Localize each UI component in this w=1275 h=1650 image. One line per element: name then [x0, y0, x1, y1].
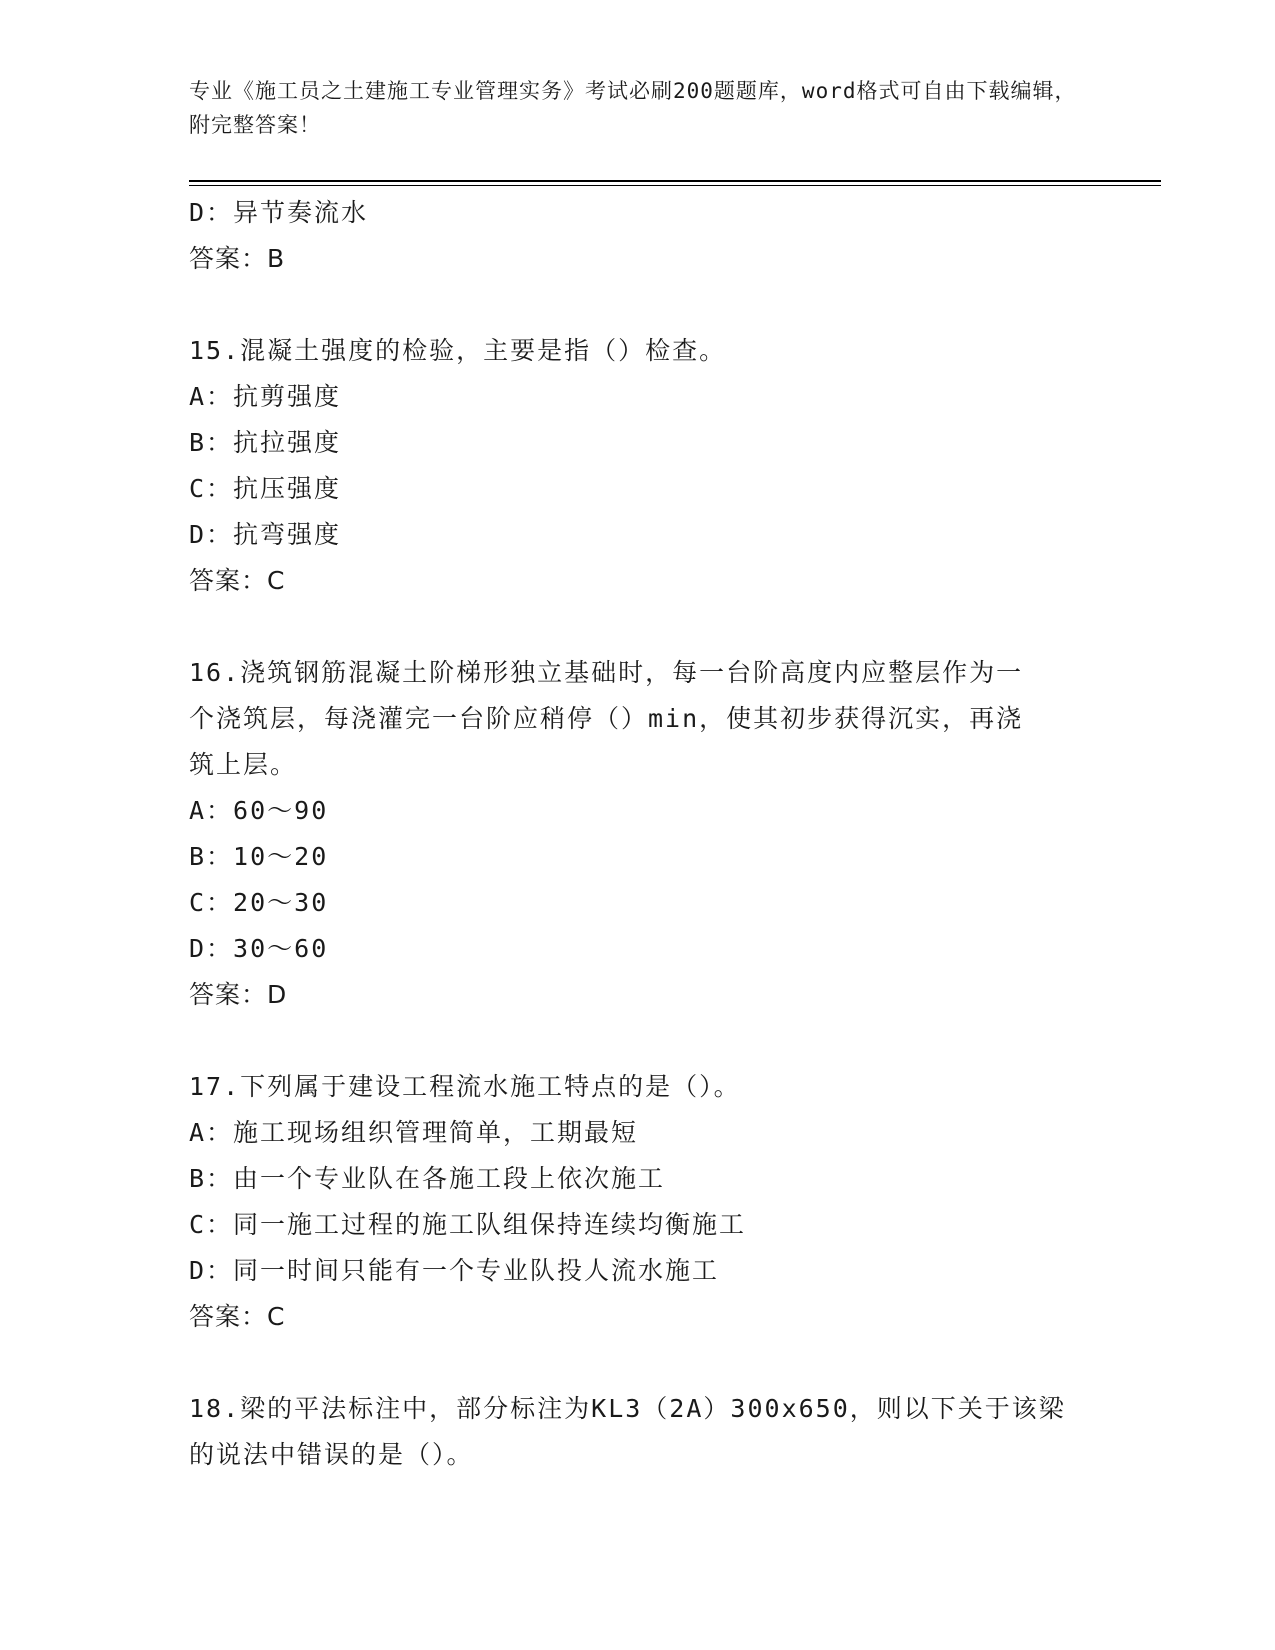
option-d: D：30～60 — [189, 934, 329, 963]
option-c: C：抗压强度 — [189, 474, 342, 503]
option-c: C：20～30 — [189, 888, 329, 917]
question-15 — [189, 328, 1089, 604]
option-b: B：10～20 — [189, 842, 329, 871]
option-d: D：异节奏流水 — [189, 198, 369, 227]
question-list — [189, 190, 1089, 1478]
answer: 答案：C — [189, 1302, 286, 1331]
answer: 答案：B — [189, 244, 286, 273]
document-header — [189, 74, 1089, 142]
option-a: A：60～90 — [189, 796, 329, 825]
spacer — [189, 604, 1089, 650]
option-b: B：抗拉强度 — [189, 428, 342, 457]
option-d: D：同一时间只能有一个专业队投人流水施工 — [189, 1256, 720, 1285]
header-divider-thick — [189, 180, 1161, 182]
question-stem-line-1: 16.浇筑钢筋混凝土阶梯形独立基础时，每一台阶高度内应整层作为一 — [189, 658, 1024, 687]
question-17 — [189, 1064, 1089, 1340]
answer: 答案：C — [189, 566, 286, 595]
option-c: C：同一施工过程的施工队组保持连续均衡施工 — [189, 1210, 747, 1239]
question-stem: 17.下列属于建设工程流水施工特点的是（）。 — [189, 1072, 741, 1101]
question-stem-line-2: 的说法中错误的是（）。 — [189, 1440, 474, 1469]
question-stem-line-2: 个浇筑层，每浇灌完一台阶应稍停（）min，使其初步获得沉实，再浇 — [189, 704, 1024, 733]
spacer — [189, 1340, 1089, 1386]
header-divider-thin — [189, 185, 1161, 186]
spacer — [189, 1018, 1089, 1064]
question-stem: 15.混凝土强度的检验，主要是指（）检查。 — [189, 336, 727, 365]
option-b: B：由一个专业队在各施工段上依次施工 — [189, 1164, 666, 1193]
header-title: 专业《施工员之土建施工专业管理实务》考试必刷200题题库，word格式可自由下载编辑，附完整答案！ — [189, 79, 1077, 137]
question-18 — [189, 1386, 1089, 1478]
question-stem-line-1: 18.梁的平法标注中，部分标注为KL3（2A）300x650，则以下关于该梁 — [189, 1394, 1066, 1423]
option-a: A：抗剪强度 — [189, 382, 342, 411]
spacer — [189, 282, 1089, 328]
question-stem-line-3: 筑上层。 — [189, 750, 298, 779]
answer: 答案：D — [189, 980, 288, 1009]
option-d: D：抗弯强度 — [189, 520, 342, 549]
question-16 — [189, 650, 1089, 1018]
option-a: A：施工现场组织管理简单，工期最短 — [189, 1118, 639, 1147]
